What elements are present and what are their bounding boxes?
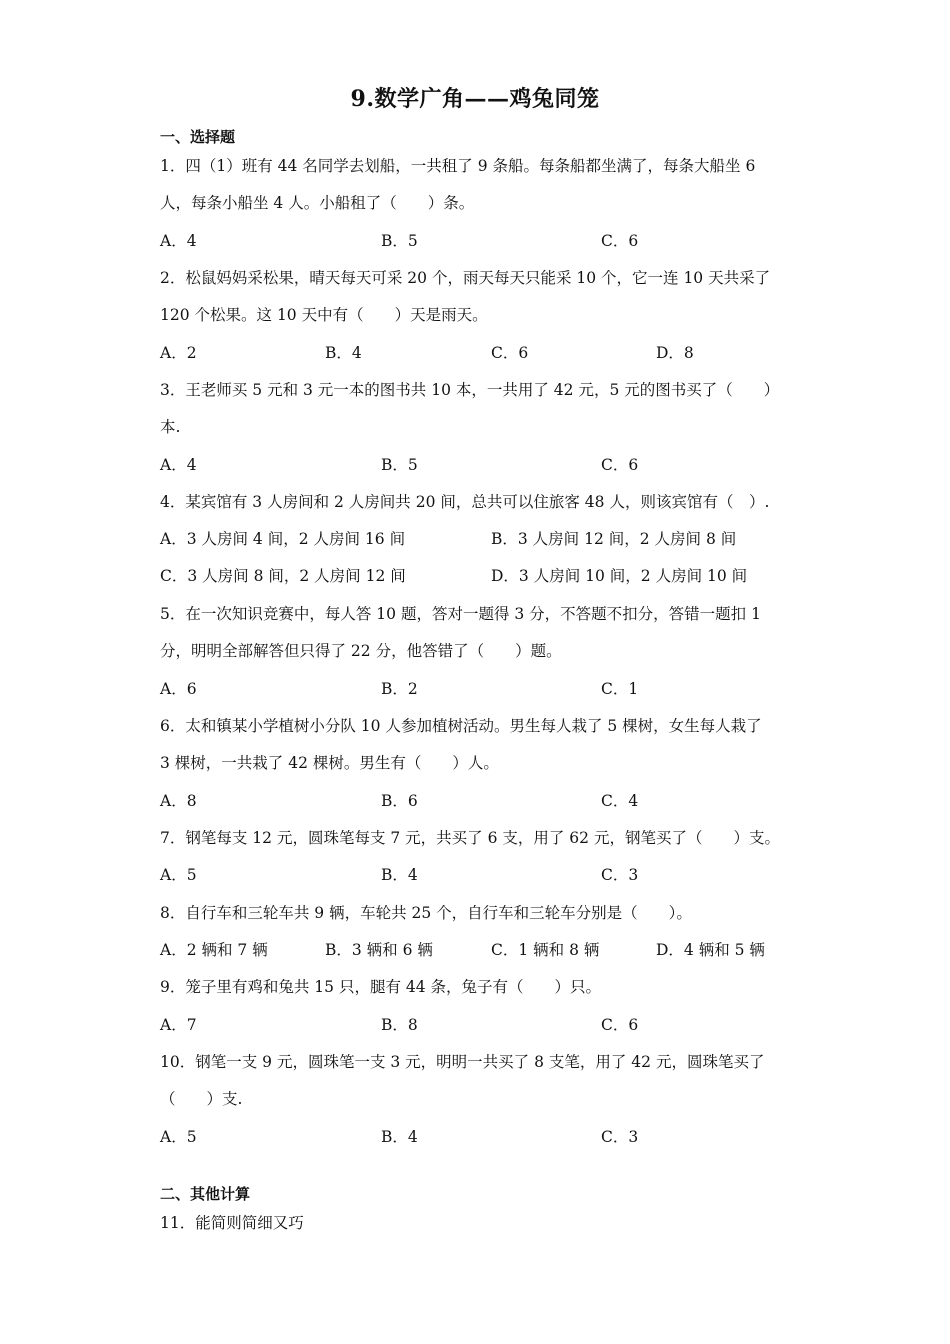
- option-c: C．3: [601, 1128, 639, 1146]
- question-text-line: 8．自行车和三轮车共 9 辆，车轮共 25 个，自行车和三轮车分别是（ ）。: [160, 904, 692, 922]
- option-b: B．4: [381, 1128, 418, 1146]
- option-c: C．6: [601, 456, 639, 474]
- option-c: C．1: [601, 680, 639, 698]
- option-b: B．8: [381, 1016, 418, 1034]
- option-d: D．8: [656, 344, 694, 362]
- question-text-line: 3．王老师买 5 元和 3 元一本的图书共 10 本，一共用了 42 元，5 元的图书买了（ ）: [160, 381, 780, 399]
- option-c: C．3: [601, 866, 639, 884]
- question-text-line: 本.: [160, 418, 181, 436]
- option-a: A．4: [160, 456, 197, 474]
- option-c: C．6: [491, 344, 529, 362]
- option-a: A．2 辆和 7 辆: [160, 941, 268, 959]
- question-text-line: 3 棵树，一共栽了 42 棵树。男生有（ ）人。: [160, 754, 499, 772]
- option-a: A．3 人房间 4 间，2 人房间 16 间: [160, 530, 406, 548]
- question-text-line: 120 个松果。这 10 天中有（ ）天是雨天。: [160, 306, 488, 324]
- option-c: C．6: [601, 1016, 639, 1034]
- section-heading-calc: 二、其他计算: [160, 1185, 251, 1203]
- option-d: D．3 人房间 10 间，2 人房间 10 间: [491, 567, 748, 585]
- option-b: B．3 辆和 6 辆: [325, 941, 433, 959]
- option-c: C．6: [601, 232, 639, 250]
- option-b: B．5: [381, 232, 418, 250]
- option-a: A．8: [160, 792, 197, 810]
- question-text-line: 人，每条小船坐 4 人。小船租了（ ）条。: [160, 194, 475, 212]
- question-11-text: 11．能简则简细又巧: [160, 1214, 304, 1232]
- section-heading-choice: 一、选择题: [160, 128, 236, 146]
- option-a: A．7: [160, 1016, 197, 1034]
- option-a: A．2: [160, 344, 197, 362]
- option-b: B．5: [381, 456, 418, 474]
- question-text-line: 10．钢笔一支 9 元，圆珠笔一支 3 元，明明一共买了 8 支笔，用了 42 元，圆珠笔买了: [160, 1053, 765, 1071]
- option-b: B．4: [381, 866, 418, 884]
- question-text-line: 分，明明全部解答但只得了 22 分，他答错了（ ）题。: [160, 642, 562, 660]
- option-c: C．4: [601, 792, 639, 810]
- question-text-line: （ ）支.: [160, 1090, 243, 1108]
- option-c: C．1 辆和 8 辆: [491, 941, 600, 959]
- option-a: A．4: [160, 232, 197, 250]
- question-text-line: 4．某宾馆有 3 人房间和 2 人房间共 20 间，总共可以住旅客 48 人，则该宾馆有（ ）.: [160, 493, 770, 511]
- option-a: A．6: [160, 680, 197, 698]
- option-b: B．6: [381, 792, 418, 810]
- option-b: B．2: [381, 680, 418, 698]
- question-text-line: 2．松鼠妈妈采松果，晴天每天可采 20 个，雨天每天只能采 10 个，它一连 10 天共采了: [160, 269, 771, 287]
- option-c: C．3 人房间 8 间，2 人房间 12 间: [160, 567, 406, 585]
- question-text-line: 7．钢笔每支 12 元，圆珠笔每支 7 元，共买了 6 支，用了 62 元，钢笔买了（ ）支。: [160, 829, 780, 847]
- question-text-line: 9．笼子里有鸡和兔共 15 只，腿有 44 条，兔子有（ ）只。: [160, 978, 602, 996]
- option-d: D．4 辆和 5 辆: [656, 941, 765, 959]
- option-a: A．5: [160, 866, 197, 884]
- question-text-line: 6．太和镇某小学植树小分队 10 人参加植树活动。男生每人栽了 5 棵树，女生每人栽了: [160, 717, 762, 735]
- option-b: B．4: [325, 344, 362, 362]
- page-title: 9.数学广角——鸡兔同笼: [350, 86, 600, 112]
- option-b: B．3 人房间 12 间，2 人房间 8 间: [491, 530, 737, 548]
- option-a: A．5: [160, 1128, 197, 1146]
- question-text-line: 5．在一次知识竞赛中，每人答 10 题，答对一题得 3 分，不答题不扣分，答错一题扣 1: [160, 605, 761, 623]
- question-text-line: 1．四（1）班有 44 名同学去划船，一共租了 9 条船。每条船都坐满了，每条大船坐 6: [160, 157, 756, 175]
